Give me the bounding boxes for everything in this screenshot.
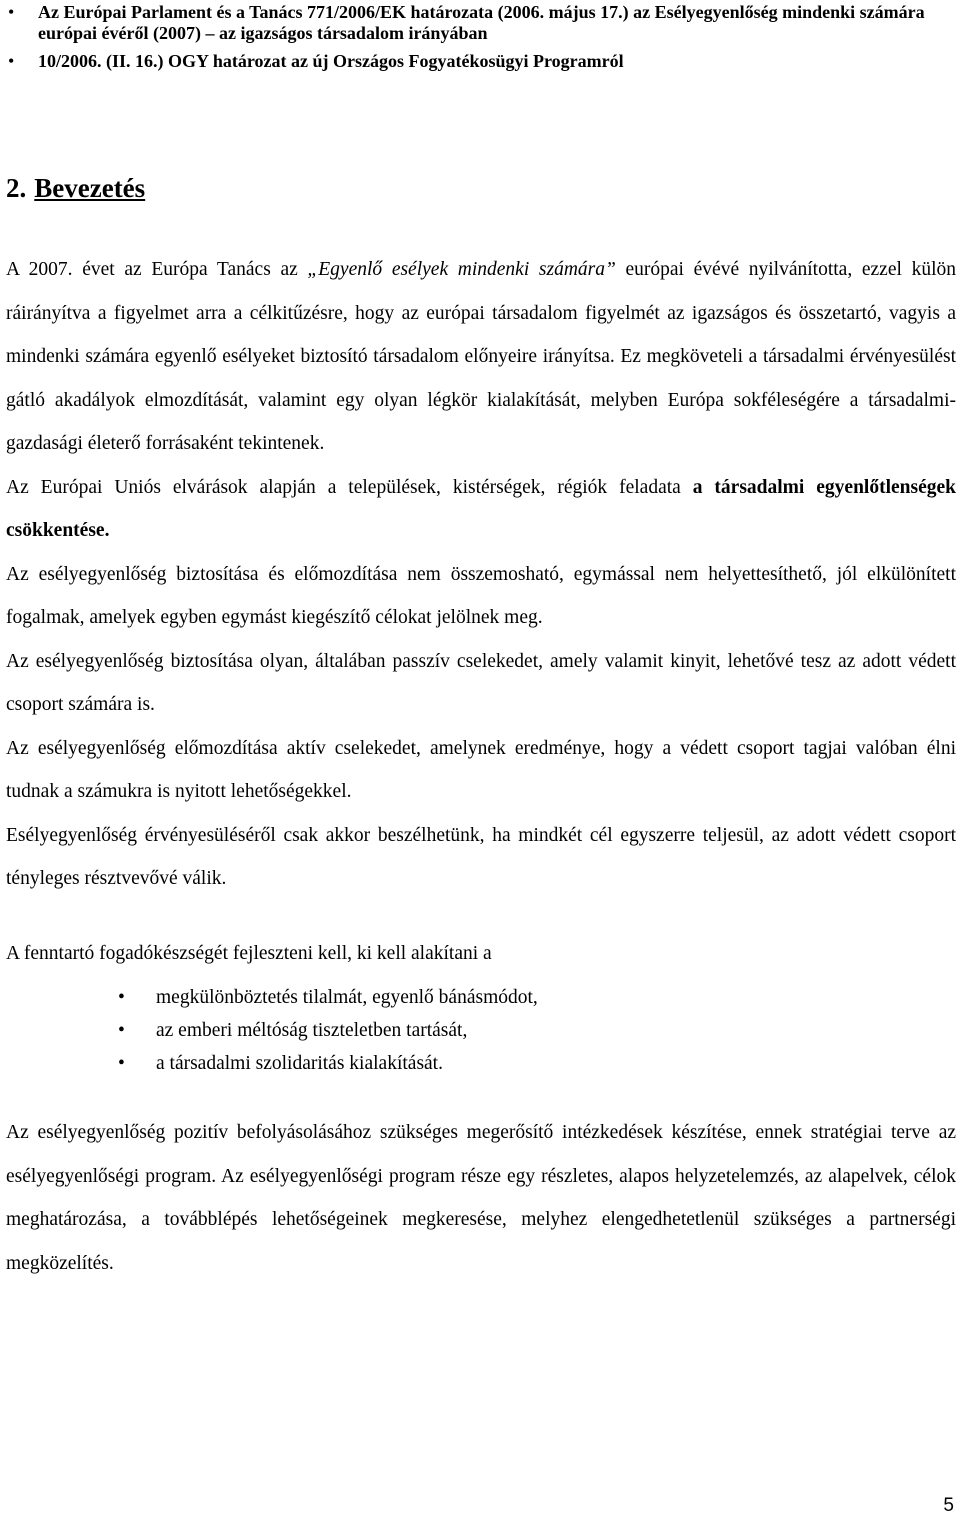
reference-item: • 10/2006. (II. 16.) OGY határozat az új Országos Fogyatékosügyi Programról (38, 51, 958, 72)
duty-item: • megkülönböztetés tilalmát, egyenlő bánásmódot, (156, 981, 956, 1014)
paragraph-program: Az esélyegyenlőség pozitív befolyásolásához szükséges megerősítő intézkedések készítése, ennek stratégiai terve az esélyegyenlőségi program. Az esélyegyenlőségi program része egy részletes, alapos helyzetelemzés, az alapelvek, célok meghatározása, a továbblépés lehetőségeinek megkeresése, melyhez elengedhetetlenül szükséges a partnerségi megközelítés. (6, 1122, 956, 1274)
reference-item: • Az Európai Parlament és a Tanács 771/2006/EK határozata (2006. május 17.) az Esélyegyenlőség mindenki számára európai évéről (2007) – az igazságos társadalom irányában (38, 2, 958, 44)
section-heading (6, 170, 145, 206)
section-number: 2. (6, 173, 27, 203)
paragraph-intro-end: európai évévé nyilvánította, ezzel külön ráirányítva a figyelmet arra a célkitűzésre, hogy az európai társadalom figyelmét az igazságos és összetartó, vagyis a mindenki számára egyenlő esélyeket biztosító társadalom előnyeire irányítsa. Ez megköveteli a társadalmi érvényesülést gátló akadályok elmozdítását, valamint egy olyan légkör kialakítását, melyben Európa sokféleségére a társadalmi-gazdasági életerő forrásaként tekintenek. (6, 259, 956, 454)
page-number: 5 (943, 1495, 954, 1516)
paragraph-intro (6, 248, 956, 466)
paragraph-passive: Az esélyegyenlőség biztosítása olyan, általában passzív cselekedet, amely valamit kinyit, lehetővé tesz az adott védett csoport számára is. (6, 650, 956, 715)
paragraph-intro-start: A 2007. évet az Európa Tanács az (6, 259, 308, 280)
section-title: Bevezetés (34, 173, 146, 203)
paragraph-eu-bold: a társadalmi egyenlőtlenségek csökkentése. (6, 476, 956, 541)
body-text (6, 248, 956, 1285)
paragraph-active: Az esélyegyenlőség előmozdítása aktív cselekedet, amelynek eredménye, hogy a védett csoport tagjai valóban élni tudnak a számukra is nyitott lehetőségekkel. (6, 737, 956, 802)
reference-list (38, 2, 958, 72)
duty-item: • a társadalmi szolidaritás kialakítását. (156, 1047, 956, 1080)
paragraph-concepts: Az esélyegyenlőség biztosítása és előmozdítása nem összemosható, egymással nem helyettesíthető, jól elkülönített fogalmak, amelyek egyben egymást kiegészítő célokat jelölnek meg. (6, 563, 956, 628)
duty-list (6, 981, 956, 1080)
paragraph-maintainer: A fenntartó fogadókészségét fejleszteni kell, ki kell alakítani a (6, 942, 492, 964)
paragraph-intro-emphasis: „Egyenlő esélyek mindenki számára” (307, 259, 616, 280)
paragraph-eu-start: Az Európai Uniós elvárások alapján a települések, kistérségek, régiók feladata (6, 476, 693, 498)
paragraph-eu-expectations (6, 466, 956, 553)
duty-item: • az emberi méltóság tiszteletben tartását, (156, 1014, 956, 1047)
paragraph-both-goals: Esélyegyenlőség érvényesüléséről csak akkor beszélhetünk, ha mindkét cél egyszerre teljesül, az adott védett csoport tényleges résztvevővé válik. (6, 824, 956, 889)
